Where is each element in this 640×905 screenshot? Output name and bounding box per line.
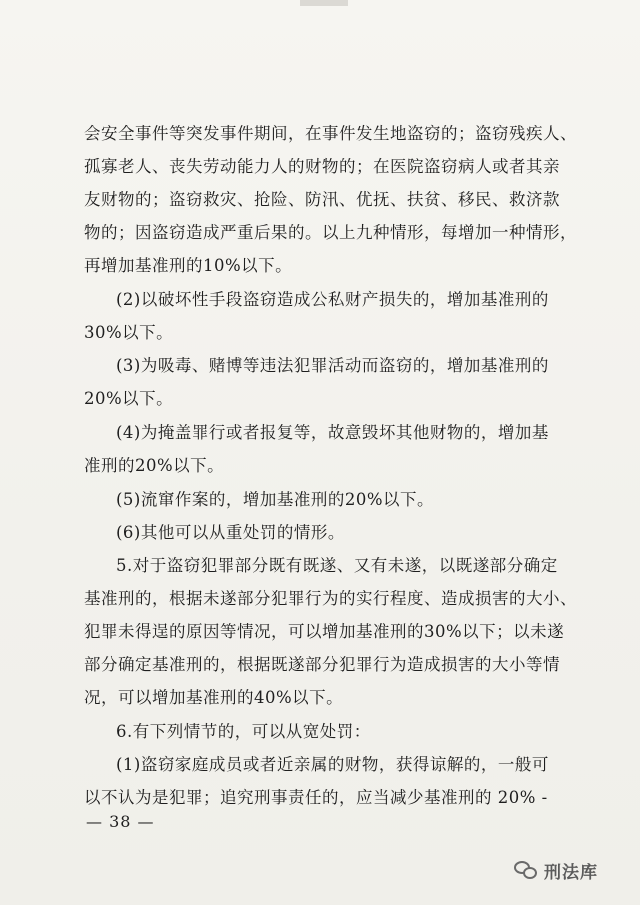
text-line: 犯罪未得逞的原因等情况，可以增加基准刑的30%以下；以未遂 (84, 622, 565, 641)
text-line: (6)其他可以从重处罚的情形。 (116, 523, 345, 542)
watermark (514, 858, 598, 883)
text-line: 孤寡老人、丧失劳动能力人的财物的；在医院盗窃病人或者其亲 (84, 157, 560, 176)
text-line: (5)流窜作案的，增加基准刑的20%以下。 (116, 490, 435, 509)
text-line: 30%以下。 (84, 323, 174, 342)
text-line: 6.有下列情节的，可以从宽处罚： (116, 722, 371, 741)
wechat-icon (514, 861, 538, 881)
text-line: 准刑的20%以下。 (84, 456, 225, 475)
text-line: (4)为掩盖罪行或者报复等，故意毁坏其他财物的，增加基 (116, 423, 549, 442)
text-line: (2)以破坏性手段盗窃造成公私财产损失的，增加基准刑的 (116, 290, 549, 309)
text-line: 部分确定基准刑的，根据既遂部分犯罪行为造成损害的大小等情 (84, 655, 560, 674)
text-line: (1)盗窃家庭成员或者近亲属的财物，获得谅解的，一般可 (116, 755, 549, 774)
page-number: — 38 — (86, 812, 155, 831)
text-line: 会安全事件等突发事件期间，在事件发生地盗窃的；盗窃残疾人、 (84, 124, 577, 143)
text-line: 基准刑的，根据未遂部分犯罪行为的实行程度、造成损害的大小、 (84, 589, 577, 608)
watermark-text: 刑法库 (544, 863, 598, 883)
text-line: 再增加基准刑的10%以下。 (84, 256, 293, 275)
scan-edge-mark (300, 0, 348, 6)
text-line: 友财物的；盗窃救灾、抢险、防汛、优抚、扶贫、移民、救济款 (84, 190, 560, 209)
text-line: 物的；因盗窃造成严重后果的。以上九种情形，每增加一种情形， (84, 223, 577, 242)
text-line: (3)为吸毒、赌博等违法犯罪活动而盗窃的，增加基准刑的 (116, 356, 549, 375)
text-line: 20%以下。 (84, 389, 174, 408)
text-line: 以不认为是犯罪；追究刑事责任的，应当减少基准刑的 20% - (84, 788, 548, 807)
text-line: 5.对于盗窃犯罪部分既有既遂、又有未遂，以既遂部分确定 (116, 556, 558, 575)
text-line: 况，可以增加基准刑的40%以下。 (84, 688, 344, 707)
